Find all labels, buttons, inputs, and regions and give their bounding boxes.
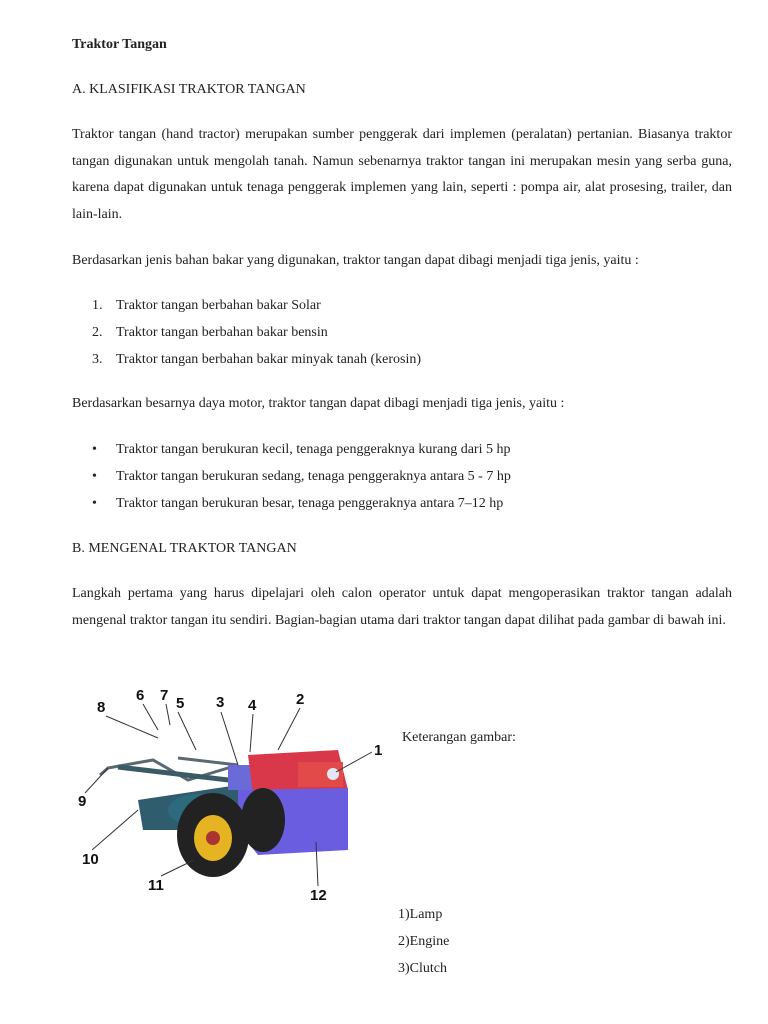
list-text: Traktor tangan berbahan bakar bensin bbox=[116, 325, 328, 340]
callout-label: 2 bbox=[296, 691, 305, 708]
section-b-heading: B. MENGENAL TRAKTOR TANGAN bbox=[72, 541, 297, 556]
callout-label: 11 bbox=[148, 877, 164, 894]
document-title: Traktor Tangan bbox=[72, 37, 167, 52]
section-b-paragraph: Langkah pertama yang harus dipelajari oleh calon operator untuk dapat mengoperasikan traktor tangan adalah mengenal traktor tangan itu sendiri. Bagian-bagian utama dari traktor tangan dapat dilihat pada gambar di bawah ini. bbox=[72, 586, 732, 628]
callout-label: 4 bbox=[248, 697, 257, 714]
list-text: Traktor tangan berukuran sedang, tenaga penggeraknya antara 5 - 7 hp bbox=[116, 469, 511, 484]
hand-tractor-figure bbox=[78, 680, 398, 910]
callout-label: 6 bbox=[136, 687, 145, 704]
bullet: • bbox=[92, 442, 97, 457]
fuel-intro: Berdasarkan jenis bahan bakar yang digunakan, traktor tangan dapat dibagi menjadi tiga jenis, yaitu : bbox=[72, 253, 639, 268]
callout-label: 3 bbox=[216, 694, 225, 711]
list-text: Traktor tangan berbahan bakar Solar bbox=[116, 298, 321, 313]
list-marker: 2. bbox=[92, 325, 103, 340]
list-text: Traktor tangan berukuran kecil, tenaga penggeraknya kurang dari 5 hp bbox=[116, 442, 511, 457]
section-a-heading: A. KLASIFIKASI TRAKTOR TANGAN bbox=[72, 82, 306, 97]
legend-item: 1)Lamp bbox=[398, 907, 443, 922]
legend-item: 2)Engine bbox=[398, 934, 450, 949]
callout-label: 10 bbox=[82, 851, 99, 868]
callout-label: 8 bbox=[97, 699, 106, 716]
list-item bbox=[92, 324, 421, 351]
callout-label: 5 bbox=[176, 695, 185, 712]
list-marker: 3. bbox=[92, 352, 103, 367]
power-list bbox=[92, 441, 511, 522]
list-item bbox=[92, 495, 511, 522]
list-item bbox=[92, 468, 511, 495]
legend-item: 3)Clutch bbox=[398, 961, 447, 976]
legend-title: Keterangan gambar: bbox=[402, 730, 516, 745]
power-intro: Berdasarkan besarnya daya motor, traktor tangan dapat dibagi menjadi tiga jenis, yaitu : bbox=[72, 396, 565, 411]
list-text: Traktor tangan berukuran besar, tenaga penggeraknya antara 7–12 hp bbox=[116, 496, 504, 511]
callout-label: 9 bbox=[78, 793, 87, 810]
bullet: • bbox=[92, 469, 97, 484]
list-item bbox=[92, 297, 421, 324]
fuel-list bbox=[92, 297, 421, 378]
callout-label: 12 bbox=[310, 887, 327, 904]
callout-label: 1 bbox=[374, 742, 383, 759]
list-text: Traktor tangan berbahan bakar minyak tanah (kerosin) bbox=[116, 352, 422, 367]
section-a-paragraph: Traktor tangan (hand tractor) merupakan sumber penggerak dari implemen (peralatan) pertanian. Biasanya traktor tangan digunakan untuk mengolah tanah. Namun sebenarnya traktor tangan ini merupakan mesin yang serba guna, karena dapat digunakan untuk tenaga penggerak implemen yang lain, seperti : pompa air, alat prosesing, trailer, dan lain-lain. bbox=[72, 127, 732, 222]
list-marker: 1. bbox=[92, 298, 103, 313]
legend-list bbox=[398, 907, 449, 988]
list-item bbox=[92, 441, 511, 468]
callout-label: 7 bbox=[160, 687, 169, 704]
list-item bbox=[92, 351, 421, 378]
bullet: • bbox=[92, 496, 97, 511]
tractor-illustration bbox=[100, 750, 348, 877]
